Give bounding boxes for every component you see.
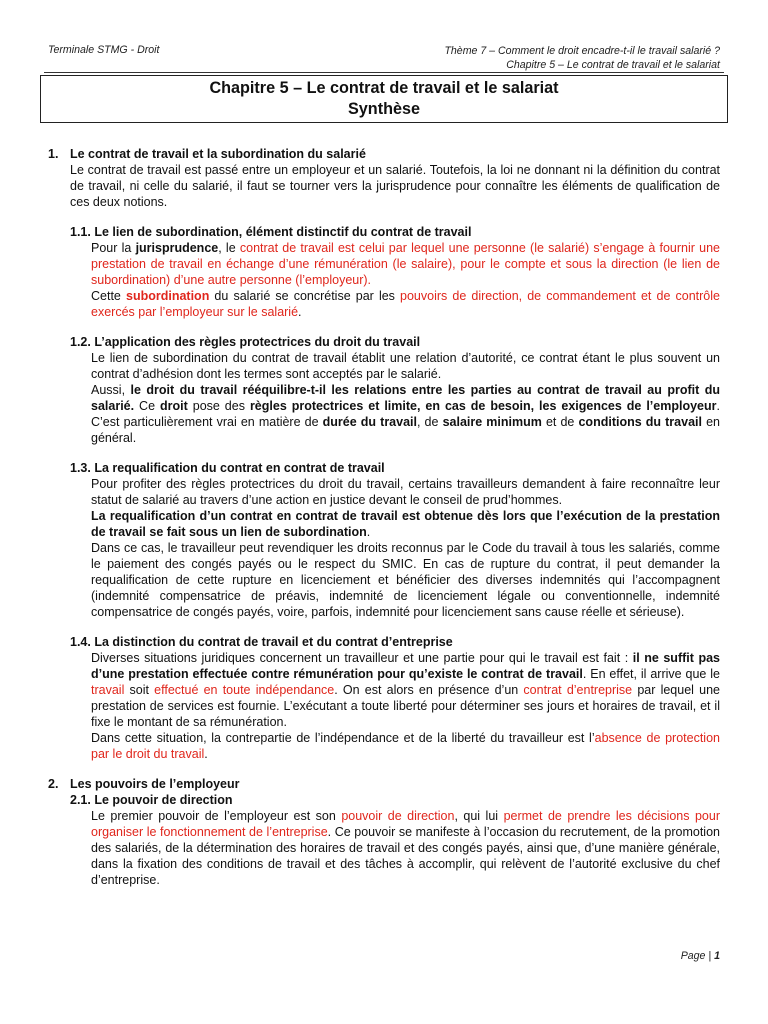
section-1-number: 1.: [48, 147, 59, 161]
document-body: [48, 140, 720, 888]
section-1-1-paragraph-1: Pour la jurisprudence, le contrat de travail est celui par lequel une personne (le salarié) s’engage à fournir une prestation de travail en échange d’une rémunération (le salaire), pour le compte et sous la direction (le lien de subordination) d’une autre personne (l’employeur).: [91, 241, 720, 287]
chapter-subtitle: Synthèse: [348, 100, 420, 118]
section-1-3-paragraph-2: La requalification d’un contrat en contrat de travail est obtenue dès lors que l’exécution de la prestation de travail se fait sous un lien de subordination.: [91, 509, 720, 539]
page-footer: [681, 950, 720, 962]
page-separator: |: [705, 950, 715, 962]
section-1-4-paragraph-2: Dans cette situation, la contrepartie de l’indépendance et de la liberté du travailleur est l’absence de protection par le droit du travail.: [91, 731, 720, 761]
section-1-title: Le contrat de travail et la subordination du salarié: [70, 147, 366, 161]
header-divider: [44, 72, 724, 73]
section-1-intro: Le contrat de travail est passé entre un employeur et un salarié. Toutefois, la loi ne donnant ni la définition du contrat de travail, ni celle du salarié, il faut se tourner vers la jurisprudence pour connaître les éléments de qualification de ces deux notions.: [70, 163, 720, 209]
section-2-1-heading: 2.1. Le pouvoir de direction: [70, 793, 233, 807]
section-1-3-paragraph-1: Pour profiter des règles protectrices du droit du travail, certains travailleurs demandent à faire reconnaître leur statut de salarié au travers d’une action en justice devant le conseil de prud’hommes.: [91, 477, 720, 507]
header-right: [444, 44, 720, 72]
section-2-title: Les pouvoirs de l’employeur: [70, 777, 240, 791]
header-left: Terminale STMG - Droit: [48, 44, 160, 56]
section-2-number: 2.: [48, 777, 59, 791]
section-2-heading: [48, 776, 720, 792]
section-1-2-paragraph-1: Le lien de subordination du contrat de travail établit une relation d’autorité, ce contrat étant le plus souvent un contrat d’adhésion dont les termes sont acceptés par le salarié.: [91, 351, 720, 381]
section-2-1-paragraph: Le premier pouvoir de l’employeur est son pouvoir de direction, qui lui permet de prendre les décisions pour organiser le fonctionnement de l’entreprise. Ce pouvoir se manifeste à l’occasion du recrutement, de la promotion des salariés, de la détermination des horaires de travail et des congés payés, ainsi que, d’une manière générale, dans la fixation des conditions de travail et des tâches à accomplir, qui relèvent de l’autorité exclusive du chef d’entreprise.: [91, 809, 720, 887]
section-1-2-heading: 1.2. L’application des règles protectrices du droit du travail: [70, 335, 421, 349]
page-number: 1: [714, 950, 720, 962]
page-label: Page: [680, 950, 706, 962]
section-1-2-paragraph-2: Aussi, le droit du travail rééquilibre-t-il les relations entre les parties au contrat de travail au profit du salarié. Ce droit pose des règles protectrices et limite, en cas de besoin, les exigences de l’employeur. C’est particulièrement vrai en matière de durée du travail, de salaire minimum et de conditions du travail en général.: [91, 383, 720, 445]
section-1-4-paragraph-1: Diverses situations juridiques concernent un travailleur et une partie pour qui le travail est fait : il ne suffit pas d’une prestation effectuée contre rémunération pour qu’existe le contrat de travail. En effet, il arrive que le travail soit effectué en toute indépendance. On est alors en présence d’un contrat d’entreprise par lequel une prestation de services est fournie. L’exécutant a toute liberté pour déterminer ses jours et horaires de travail, et il fixe le montant de sa rémunération.: [91, 651, 720, 729]
section-1-1-paragraph-2: Cette subordination du salarié se concrétise par les pouvoirs de direction, de commandement et de contrôle exercés par l’employeur sur le salarié.: [91, 289, 720, 319]
section-1-4-heading: 1.4. La distinction du contrat de travail et du contrat d’entreprise: [70, 635, 453, 649]
chapter-title: Chapitre 5 – Le contrat de travail et le salariat: [209, 79, 559, 97]
section-1-3-heading: 1.3. La requalification du contrat en contrat de travail: [70, 461, 385, 475]
section-1-1-heading: 1.1. Le lien de subordination, élément distinctif du contrat de travail: [70, 225, 472, 239]
section-1-heading: [48, 146, 720, 162]
section-1-3-paragraph-3: Dans ce cas, le travailleur peut revendiquer les droits reconnus par le Code du travail à tous les salariés, comme le paiement des congés payés ou le respect du SMIC. En cas de rupture du contrat, il peut demander la requalification de cette rupture en licenciement et bénéficier des diverses indemnités qui l’accompagnent (indemnité compensatrice de préavis, indemnité de licenciement légale ou conventionnelle, indemnité compensatrice de congés payés, voire, parfois, indemnité pour licenciement sans cause réelle et sérieuse).: [91, 541, 720, 619]
header-right-line1: Thème 7 – Comment le droit encadre-t-il le travail salarié ?: [444, 45, 720, 57]
title-box: [40, 75, 728, 123]
header-right-line2: Chapitre 5 – Le contrat de travail et le salariat: [506, 59, 720, 71]
